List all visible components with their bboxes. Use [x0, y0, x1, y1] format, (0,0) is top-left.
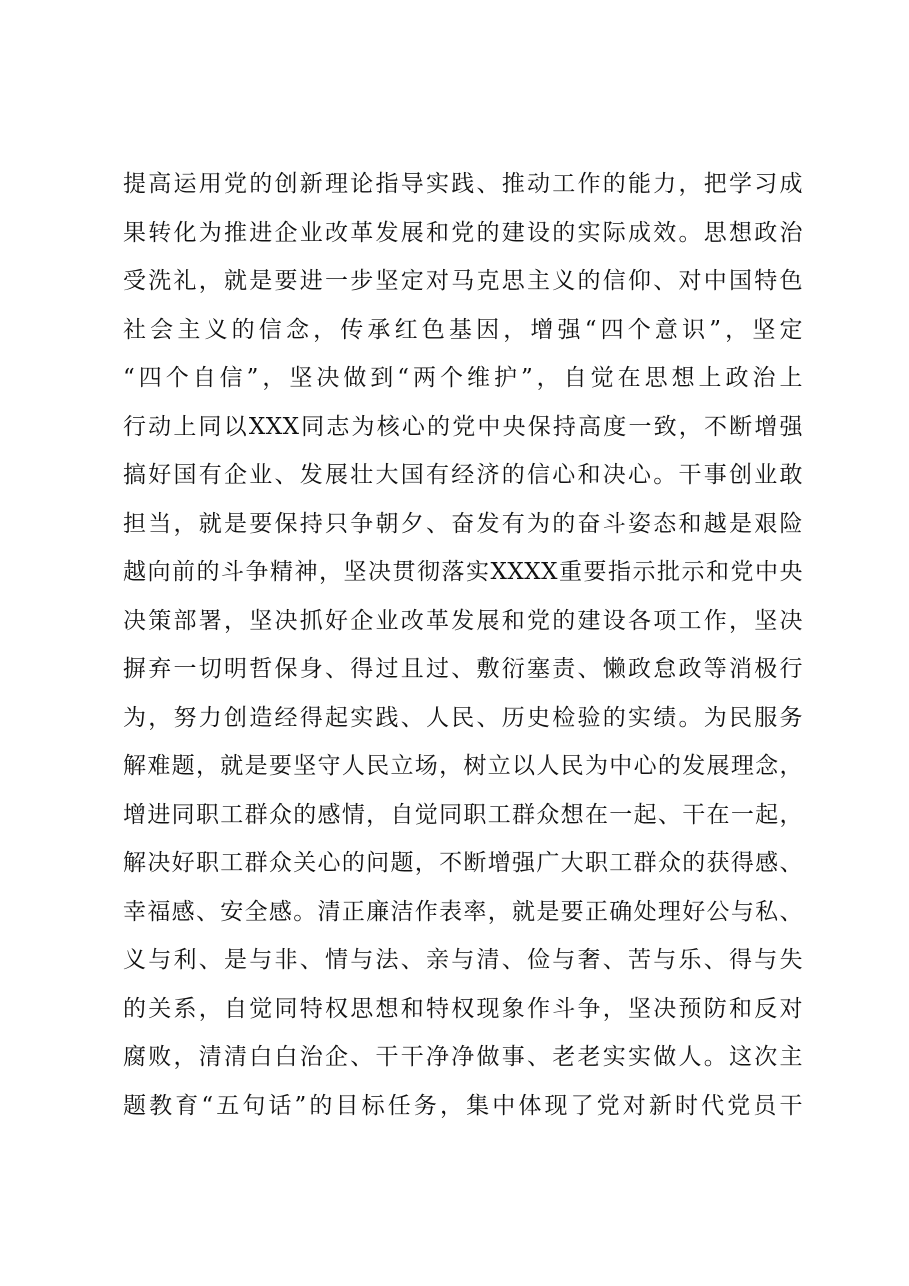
paragraph-line: 提高运用党的创新理论指导实践、推动工作的能力，把学习成 — [123, 171, 803, 197]
paragraph-line: 搞好国有企业、发展壮大国有经济的信心和决心。干事创业敢 — [123, 462, 803, 488]
paragraph-line: 摒弃一切明哲保身、得过且过、敷衍塞责、懒政怠政等消极行 — [123, 656, 803, 682]
paragraph-line: 解决好职工群众关心的问题，不断增强广大职工群众的获得感、 — [123, 850, 803, 876]
paragraph-line: 腐败，清清白白治企、干干净净做事、老老实实做人。这次主 — [123, 1044, 803, 1070]
paragraph-line: 果转化为推进企业改革发展和党的建设的实际成效。思想政治 — [123, 219, 803, 246]
paragraph-line: 决策部署，坚决抓好企业改革发展和党的建设各项工作，坚决 — [123, 607, 803, 634]
body-paragraph — [123, 160, 803, 1130]
paragraph-line: 受洗礼，就是要进一步坚定对马克思主义的信仰、对中国特色 — [123, 268, 803, 294]
paragraph-line: 行动上同以XXX同志为核心的党中央保持高度一致，不断增强 — [123, 413, 803, 440]
paragraph-line: 为，努力创造经得起实践、人民、历史检验的实绩。为民服务 — [123, 704, 803, 731]
paragraph-line: 社会主义的信念，传承红色基因，增强“四个意识”，坚定 — [123, 316, 803, 343]
paragraph-line: 题教育“五句话”的目标任务，集中体现了党对新时代党员干 — [123, 1092, 803, 1119]
paragraph-line: 担当，就是要保持只争朝夕、奋发有为的奋斗姿态和越是艰险 — [123, 510, 803, 537]
paragraph-line: 解难题，就是要坚守人民立场，树立以人民为中心的发展理念， — [123, 753, 803, 779]
paragraph-line: 的关系，自觉同特权思想和特权现象作斗争，坚决预防和反对 — [123, 995, 803, 1022]
paragraph-line: 幸福感、安全感。清正廉洁作表率，就是要正确处理好公与私、 — [123, 898, 803, 925]
paragraph-line: “四个自信”，坚决做到“两个维护”，自觉在思想上政治上 — [123, 365, 803, 391]
paragraph-line: 越向前的斗争精神，坚决贯彻落实XXXX重要指示批示和党中央 — [123, 559, 803, 585]
paragraph-line: 义与利、是与非、情与法、亲与清、俭与奢、苦与乐、得与失 — [123, 947, 803, 973]
paragraph-line: 增进同职工群众的感情，自觉同职工群众想在一起、干在一起， — [123, 801, 803, 828]
